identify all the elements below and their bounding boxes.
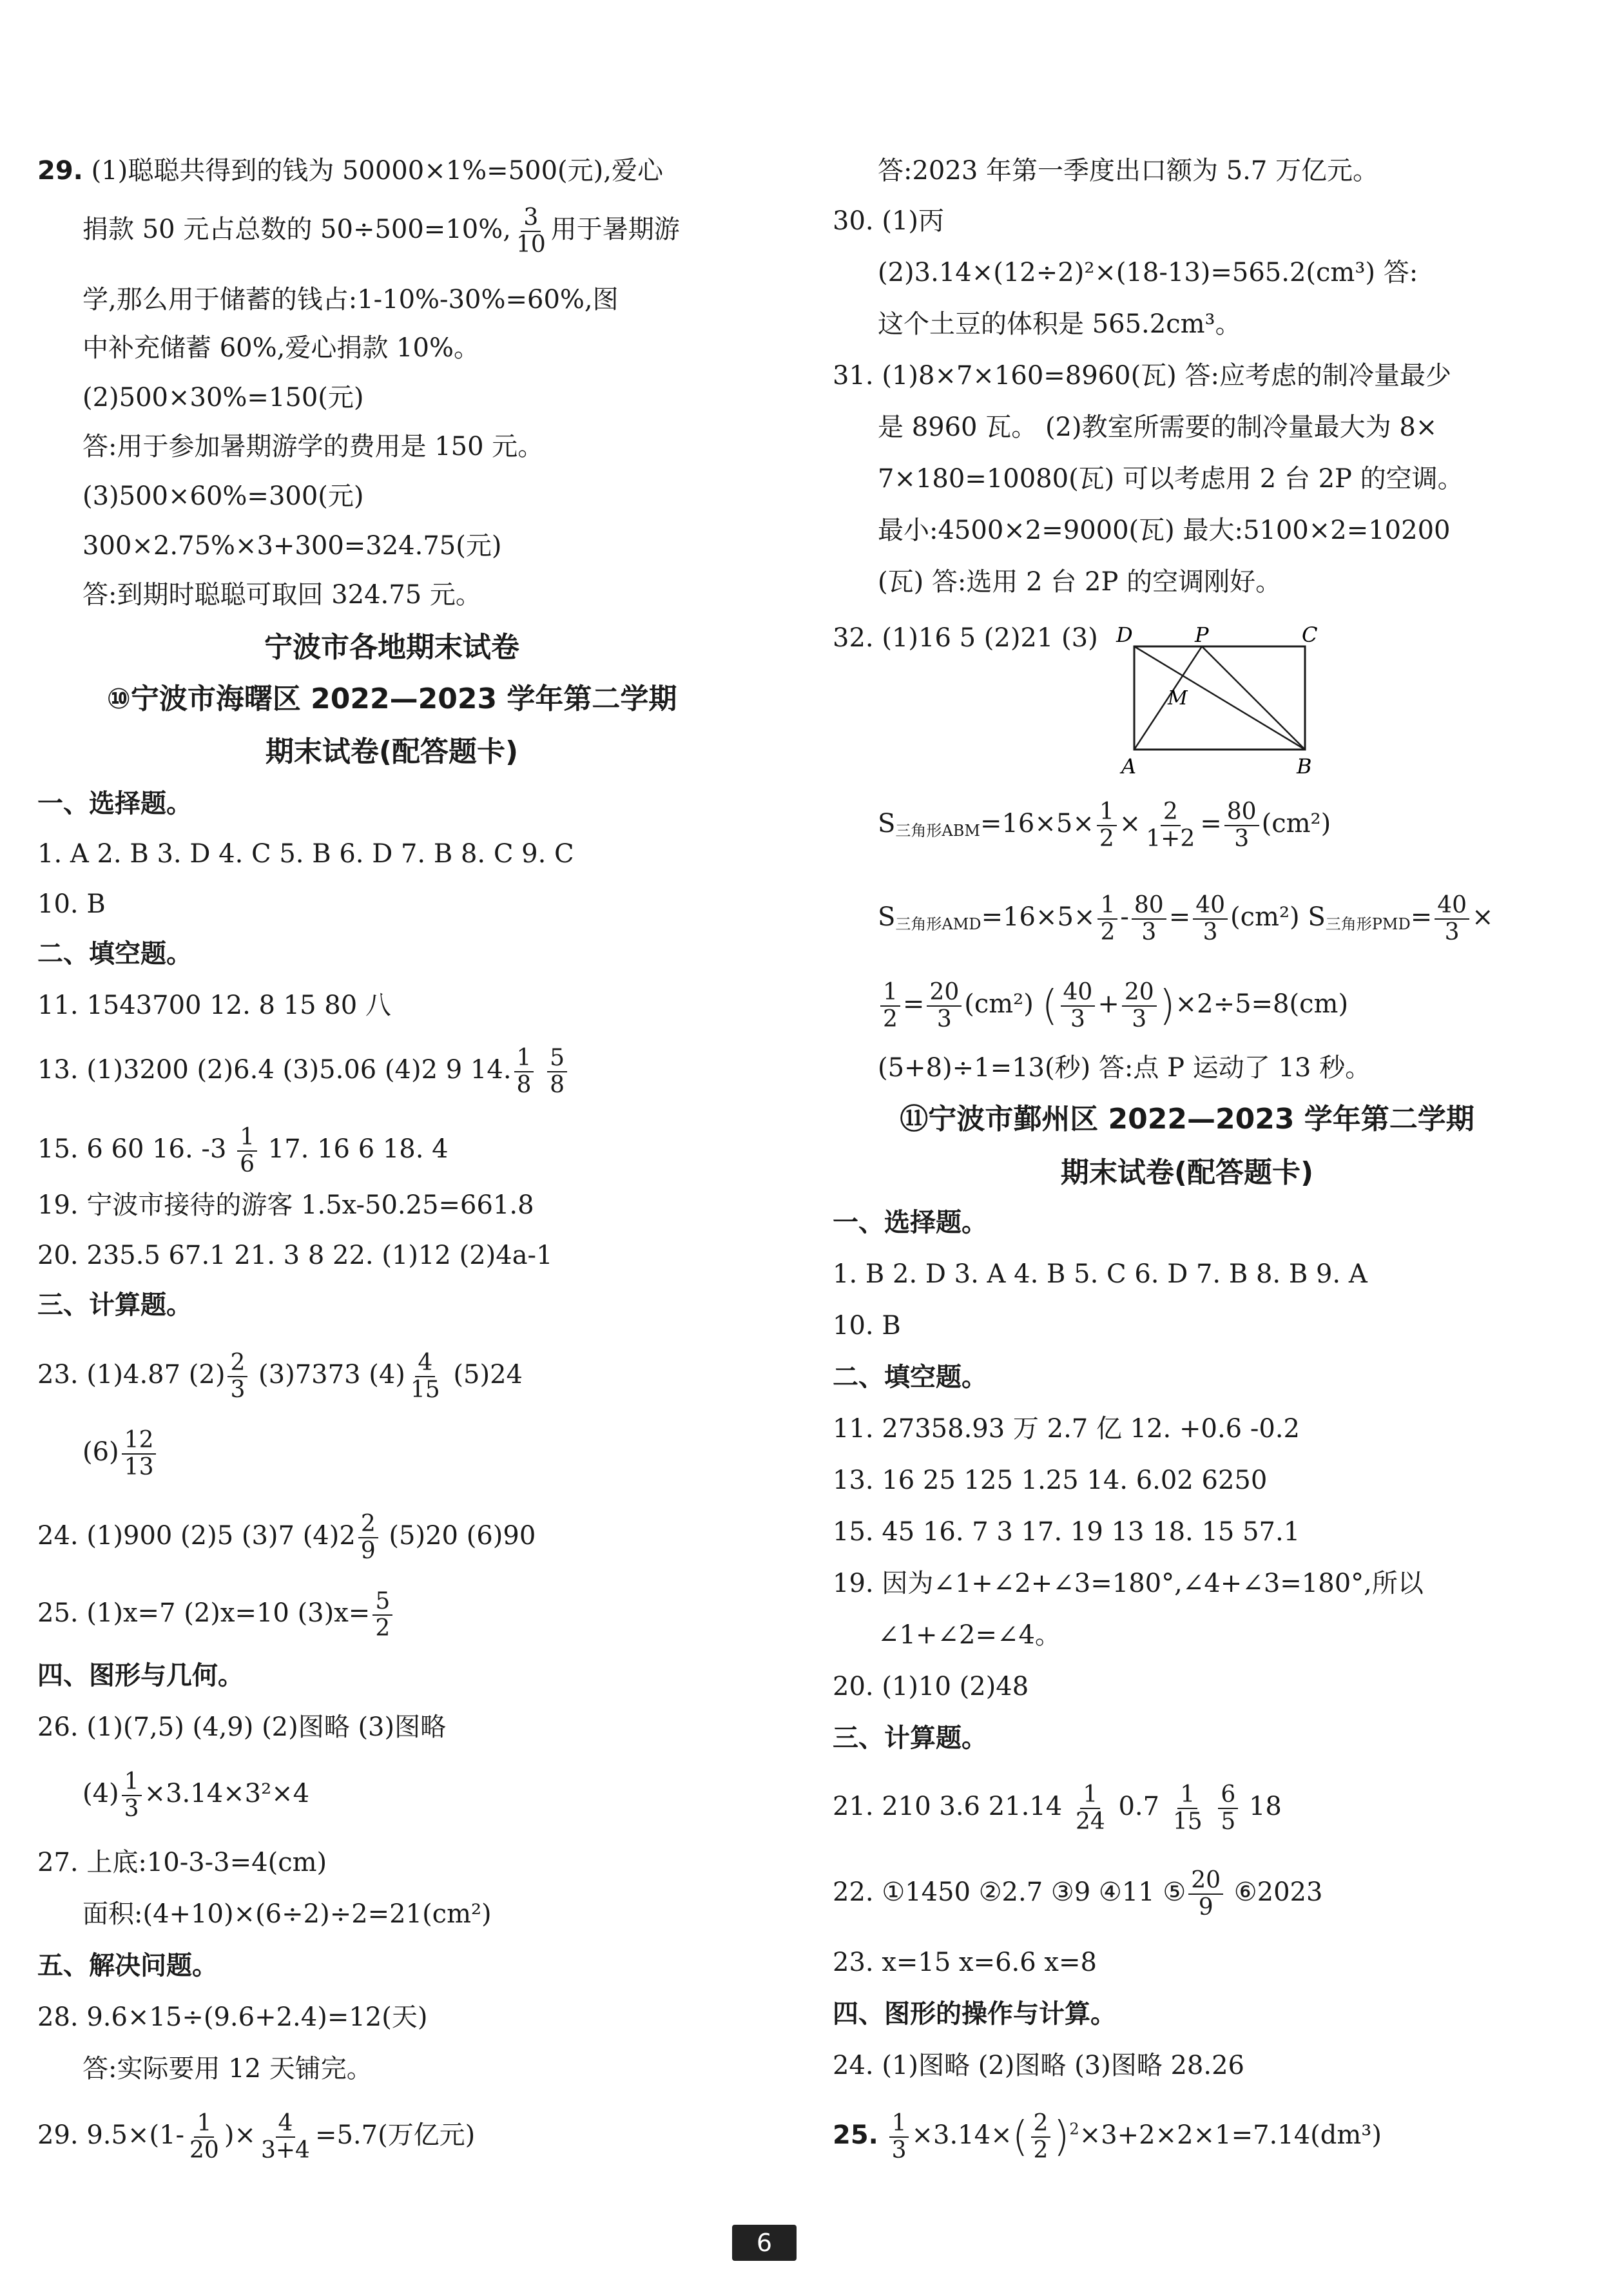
geo2-24: 24. (1)图略 (2)图略 (3)图略 28.26: [833, 2051, 1244, 2080]
choice-answers-2-1: 1. B 2. D 3. A 4. B 5. C 6. D 7. B 8. B 9. A: [833, 1259, 1368, 1289]
q29-line9: 答:到期时聪聪可取回 324.75 元。: [82, 580, 481, 610]
q29-line5: (2)500×30%=150(元): [82, 383, 364, 412]
q29-line3: 学,那么用于储蓄的钱占:1-10%-30%=60%,图: [82, 285, 619, 315]
label-c: C: [1302, 624, 1318, 647]
segment-pb: [1202, 646, 1305, 750]
geo-26: 26. (1)(7,5) (4,9) (2)图略 (3)图略: [37, 1712, 447, 1742]
geo-27: 27. 上底:10-3-3=4(cm): [37, 1848, 327, 1877]
section-geometry-2: 四、图形的操作与计算。: [833, 1999, 1116, 2029]
exam-title: ⑩宁波市海曙区 2022—2023 学年第二学期: [106, 683, 677, 715]
fill2-15-18: 15. 45 16. 7 3 17. 19 13 18. 15 57.1: [833, 1517, 1300, 1547]
choice-answers-2: 10. B: [37, 889, 106, 919]
section-solve: 五、解决问题。: [37, 1951, 218, 1980]
q29-line4: 中补充储蓄 60%,爱心捐款 10%。: [82, 333, 479, 363]
fill-19: 19. 宁波市接待的游客 1.5x-50.25=661.8: [37, 1190, 534, 1220]
section-calc-2: 三、计算题。: [833, 1723, 987, 1753]
calc2-23: 23. x=15 x=6.6 x=8: [833, 1948, 1097, 1977]
section-calc: 三、计算题。: [37, 1290, 192, 1320]
q31-line3: 7×180=10080(瓦) 可以考虑用 2 台 2P 的空调。: [878, 464, 1464, 494]
q31-line2: 是 8960 瓦。 (2)教室所需要的制冷量最大为 8×: [878, 412, 1438, 442]
exam-title-2: ⑪宁波市鄞州区 2022—2023 学年第二学期: [900, 1103, 1474, 1136]
rectangle-figure: [1115, 624, 1321, 779]
fill2-13-14: 13. 16 25 125 1.25 14. 6.02 6250: [833, 1466, 1268, 1495]
exam-subtitle: 期末试卷(配答题卡): [265, 735, 519, 768]
label-a: A: [1121, 754, 1137, 779]
q31-line4: 最小:4500×2=9000(瓦) 最大:5100×2=10200: [878, 516, 1451, 545]
q29-line6: 答:用于参加暑期游学的费用是 150 元。: [82, 432, 544, 461]
fill2-11-12: 11. 27358.93 万 2.7 亿 12. +0.6 -0.2: [833, 1414, 1300, 1444]
eq-time: (5+8)÷1=13(秒) 答:点 P 运动了 13 秒。: [878, 1053, 1371, 1083]
fill2-19: 19. 因为∠1+∠2+∠3=180°,∠4+∠3=180°,所以: [833, 1569, 1424, 1598]
eq-speed: $\frac{1}{2}$ = $\frac{20}{3}$ (cm²) ( $\frac{40}{3}$ + $\frac{20}{3}$ )×2÷5=8(cm): [878, 980, 1348, 1032]
q32-line1: 32. (1)16 5 (2)21 (3): [833, 623, 1098, 653]
q29-line2: 捐款 50 元占总数的 50÷500=10%, $\frac{3}{10}$ 用于暑期游: [82, 204, 680, 258]
solve-29: 29. 9.5×(1- $\frac{1}{20}$ )× $\frac{4}{3+4}$ =5.7(万亿元): [37, 2110, 476, 2164]
q29-line1: 29. (1)聪聪共得到的钱为 50000×1%=500(元),爱心: [37, 156, 663, 186]
fill-15-18: 15. 6 60 16. -3 $\frac{1}{6}$ 17. 16 6 18. 4: [37, 1124, 449, 1177]
geo2-25: 25. $\frac{1}{3}$ ×3.14×( $\frac{2}{2}$ )$^2$×3+2×2×1=7.14(dm³): [833, 2110, 1382, 2164]
geo-26-4: (4) $\frac{1}{3}$ ×3.14×3²×4: [82, 1768, 310, 1822]
fill-11-12: 11. 1543700 12. 8 15 80 八: [37, 991, 391, 1020]
section-geometry: 四、图形与几何。: [37, 1661, 244, 1690]
section-fill-2: 二、填空题。: [833, 1362, 987, 1392]
q30-line2: (2)3.14×(12÷2)²×(18-13)=565.2(cm³) 答:: [878, 258, 1418, 287]
calc2-21: 21. 210 3.6 21.14 $\frac{1}{24}$ 0.7 $\frac{1}{15}$ $\frac{6}{5}$ 18: [833, 1781, 1282, 1835]
page-number: 6: [732, 2225, 797, 2261]
section-choice-2: 一、选择题。: [833, 1208, 987, 1237]
calc-23-6: (6) $\frac{12}{13}$: [82, 1428, 159, 1480]
label-p: P: [1195, 624, 1209, 647]
fill-13-14: 13. (1)3200 (2)6.4 (3)5.06 (4)2 9 14. $\frac{1}{8}$ $\frac{5}{8}$: [37, 1045, 570, 1098]
section-choice: 一、选择题。: [37, 789, 192, 818]
q31-line5: (瓦) 答:选用 2 台 2P 的空调刚好。: [878, 567, 1282, 597]
section-fill: 二、填空题。: [37, 939, 192, 969]
calc-24: 24. (1)900 (2)5 (3)7 (4)2 $\frac{2}{9}$ (5)20 (6)90: [37, 1511, 536, 1564]
q31-line1: 31. (1)8×7×160=8960(瓦) 答:应考虑的制冷量最少: [833, 361, 1451, 391]
exam-subtitle-2: 期末试卷(配答题卡): [1060, 1156, 1314, 1189]
eq-abm: $S_{三角形ABM}=16\times 5\times$ $\frac{1}{2}$ × $\frac{2}{1+2}$ = $\frac{80}{3}$ (cm²): [878, 799, 1331, 852]
label-m: M: [1168, 687, 1188, 710]
calc-25: 25. (1)x=7 (2)x=10 (3)x= $\frac{5}{2}$: [37, 1589, 395, 1641]
q29-line8: 300×2.75%×3+300=324.75(元): [82, 531, 502, 561]
q29-answer: 答:2023 年第一季度出口额为 5.7 万亿元。: [878, 156, 1379, 186]
label-b: B: [1297, 754, 1312, 779]
fill-20-22: 20. 235.5 67.1 21. 3 8 22. (1)12 (2)4a-1: [37, 1241, 553, 1270]
segment-db: [1134, 646, 1305, 750]
q30-line3: 这个土豆的体积是 565.2cm³。: [878, 309, 1241, 339]
solve-28: 28. 9.6×15÷(9.6+2.4)=12(天): [37, 2002, 428, 2032]
solve-28-answer: 答:实际要用 12 天铺完。: [82, 2054, 372, 2084]
fill2-20: 20. (1)10 (2)48: [833, 1672, 1029, 1701]
fill2-19b: ∠1+∠2=∠4。: [878, 1620, 1061, 1650]
geo-27-area: 面积:(4+10)×(6÷2)÷2=21(cm²): [82, 1899, 492, 1929]
q29-line7: (3)500×60%=300(元): [82, 481, 364, 511]
section-heading: 宁波市各地期末试卷: [264, 631, 519, 664]
choice-answers-2-2: 10. B: [833, 1311, 901, 1341]
calc-23: 23. (1)4.87 (2) $\frac{2}{3}$ (3)7373 (4) $\frac{4}{15}$ (5)24: [37, 1350, 523, 1403]
q30-line1: 30. (1)丙: [833, 206, 944, 236]
label-d: D: [1116, 624, 1133, 647]
choice-answers-1: 1. A 2. B 3. D 4. C 5. B 6. D 7. B 8. C 9. C: [37, 839, 574, 869]
calc2-22: 22. ①1450 ②2.7 ③9 ④11 ⑤ $\frac{20}{9}$ ⑥2023: [833, 1867, 1323, 1921]
eq-amd-pmd: $S_{三角形AMD}=16\times 5\times$ $\frac{1}{2}$ - $\frac{80}{3}$ = $\frac{40}{3}$ (cm²) $S_{三角形PMD}=$ $\frac{40}{3}$ ×: [878, 892, 1494, 945]
